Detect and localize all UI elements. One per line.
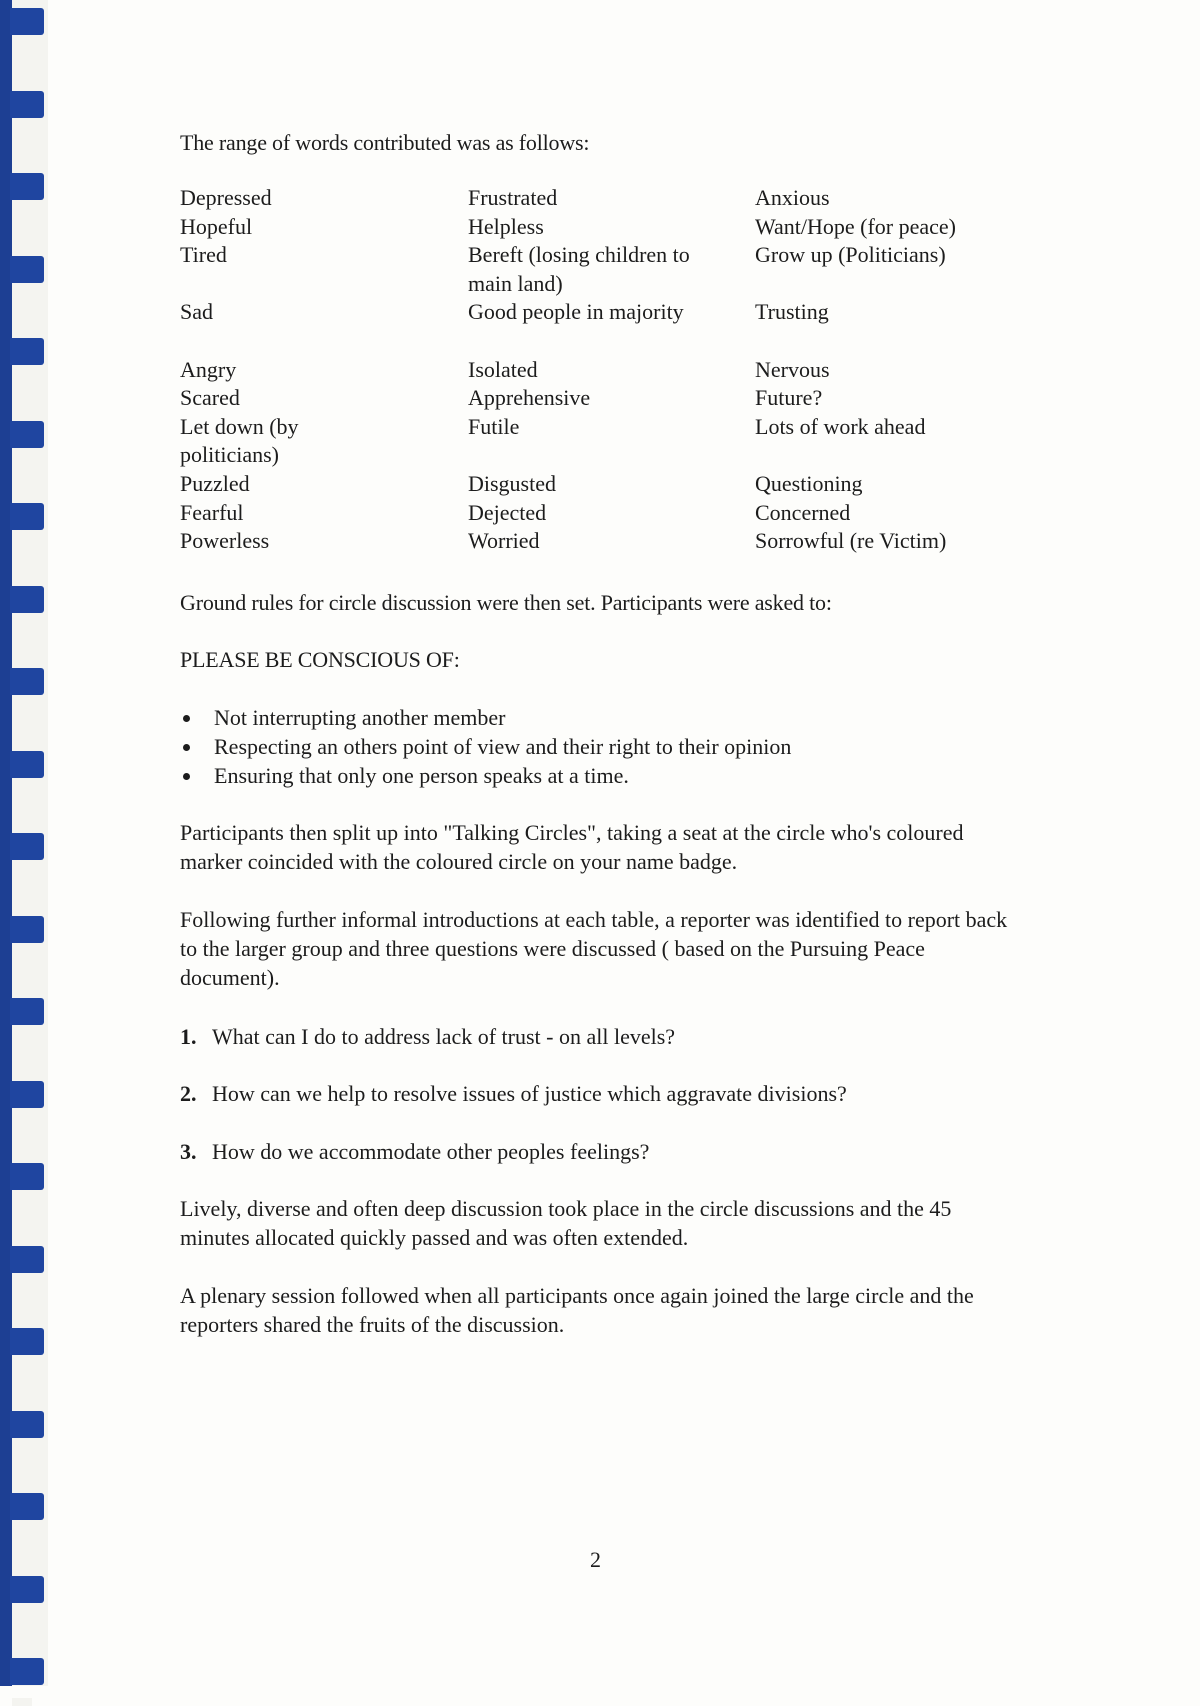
question-1 — [180, 1022, 675, 1051]
binding-gap — [12, 296, 32, 304]
binding-comb — [10, 256, 44, 283]
word-item: Isolated — [468, 356, 538, 382]
conscious-heading: PLEASE BE CONSCIOUS OF: — [180, 647, 460, 672]
word-item: Worried — [468, 528, 540, 554]
binding-gap — [12, 1038, 32, 1046]
binding-comb — [10, 1411, 44, 1438]
word-item: Future? — [755, 385, 823, 411]
word-item: Dejected — [468, 499, 547, 525]
binding-gap — [12, 48, 32, 56]
binding-gap — [12, 1451, 32, 1459]
binding-gap — [12, 131, 32, 139]
binding-comb — [10, 916, 44, 943]
word-item: Good people in majority — [468, 299, 684, 325]
binding-comb — [10, 421, 44, 448]
list-item-text: Not interrupting another member — [214, 705, 506, 730]
discussion-paragraph: Lively, diverse and often deep discussion took place in the circle discussions and the 45 minutes allocated quickly passed and was often extended. — [180, 1196, 952, 1250]
binding-comb — [10, 1163, 44, 1190]
list-item-text: Respecting an others point of view and their right to their opinion — [214, 734, 792, 759]
binding-comb — [10, 1246, 44, 1273]
bullet-icon — [183, 744, 190, 751]
question-number: 2. — [180, 1081, 197, 1106]
binding-gap — [12, 1698, 32, 1706]
binding-comb — [10, 1658, 44, 1685]
binding-comb — [10, 338, 44, 365]
binding-comb — [10, 1081, 44, 1108]
list-item — [180, 703, 791, 732]
binding-comb — [10, 668, 44, 695]
binding-gap — [12, 708, 32, 716]
ground-rules-list — [180, 703, 791, 790]
word-item: Hopeful — [180, 213, 253, 239]
word-item: Futile — [468, 413, 520, 439]
intro-text: The range of words contributed was as follows: — [180, 130, 590, 155]
binding-gap — [12, 1533, 32, 1541]
word-item: Depressed — [180, 185, 272, 210]
word-item: Angry — [180, 356, 237, 382]
word-item: Bereft (losing children to main land) — [468, 242, 690, 296]
word-item: Lots of work ahead — [755, 413, 926, 439]
list-item-text: Ensuring that only one person speaks at a time. — [214, 763, 629, 788]
list-item — [180, 732, 791, 761]
question-number: 1. — [180, 1024, 197, 1049]
binding-gap — [12, 1616, 32, 1624]
binding-comb — [10, 586, 44, 613]
word-item: Disgusted — [468, 470, 556, 496]
word-item: Frustrated — [468, 185, 558, 210]
word-item: Let down (by politicians) — [180, 413, 299, 468]
binding-comb — [10, 833, 44, 860]
word-item: Sorrowful (re Victim) — [755, 528, 947, 554]
question-3 — [180, 1137, 649, 1166]
ground-rules-intro: Ground rules for circle discussion were then set. Participants were asked to: — [180, 590, 832, 615]
binding-gap — [12, 1121, 32, 1129]
question-text: How can we help to resolve issues of justice which aggravate divisions? — [212, 1081, 847, 1106]
word-item: Nervous — [755, 356, 830, 382]
page-number: 2 — [590, 1547, 601, 1572]
word-column-3 — [755, 184, 1015, 556]
binding-comb — [10, 8, 44, 35]
talking-circles-paragraph: Participants then split up into "Talking Circles", taking a seat at the circle who's coloured marker coincided with the coloured circle on your name badge. — [180, 820, 964, 874]
word-item: Puzzled — [180, 470, 250, 496]
reporter-paragraph: Following further informal introductions at each table, a reporter was identified to report back to the larger group and three questions were discussed ( based on the Pursuing Peace document). — [180, 907, 1008, 990]
bullet-icon — [183, 773, 190, 780]
word-item: Concerned — [755, 499, 851, 525]
binding-comb — [10, 173, 44, 200]
word-item: Anxious — [755, 185, 830, 210]
binding-gap — [12, 791, 32, 799]
question-text: What can I do to address lack of trust - on all levels? — [212, 1024, 676, 1049]
word-item: Fearful — [180, 499, 244, 525]
word-item: Want/Hope (for peace) — [755, 213, 957, 239]
bullet-icon — [183, 715, 190, 722]
question-text: How do we accommodate other peoples feelings? — [212, 1139, 650, 1164]
binding-gap — [12, 543, 32, 551]
binding-gap — [12, 378, 32, 386]
binding-gap — [12, 873, 32, 881]
binding-comb — [10, 1328, 44, 1355]
word-item: Tired — [180, 242, 227, 268]
binding-comb — [10, 91, 44, 118]
word-item: Grow up (Politicians) — [755, 242, 946, 268]
word-item: Powerless — [180, 528, 270, 554]
word-item: Trusting — [755, 299, 829, 325]
binding-gap — [12, 1203, 32, 1211]
binding-comb — [10, 1576, 44, 1603]
binding-comb — [10, 1493, 44, 1520]
binding-comb — [10, 503, 44, 530]
question-2 — [180, 1079, 847, 1108]
word-item: Helpless — [468, 213, 544, 239]
word-item: Questioning — [755, 470, 863, 496]
binding-gap — [12, 213, 32, 221]
word-item: Apprehensive — [468, 385, 591, 411]
plenary-paragraph: A plenary session followed when all participants once again joined the large circle and the reporters shared the fruits of the discussion. — [180, 1283, 974, 1337]
binding-comb — [10, 751, 44, 778]
binding-comb — [10, 998, 44, 1025]
binding-gap — [12, 1286, 32, 1294]
word-item: Sad — [180, 299, 213, 325]
binding-gap — [12, 461, 32, 469]
binding-gap — [12, 626, 32, 634]
list-item — [180, 761, 791, 790]
word-column-1 — [180, 184, 400, 556]
binding-gap — [12, 956, 32, 964]
spiral-binding — [0, 0, 48, 1686]
word-column-2 — [468, 184, 718, 556]
binding-gap — [12, 1368, 32, 1376]
question-number: 3. — [180, 1139, 197, 1164]
word-item: Scared — [180, 385, 240, 411]
